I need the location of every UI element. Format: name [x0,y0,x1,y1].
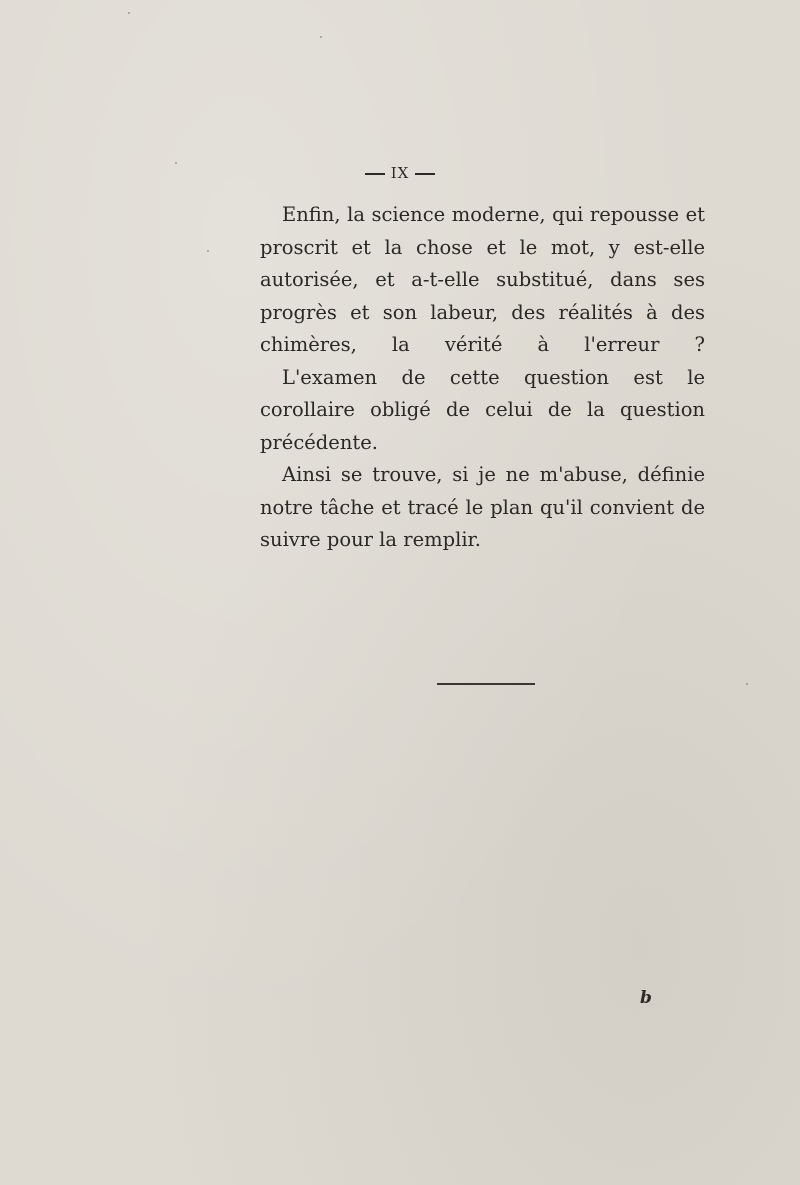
folio-dash-right [415,173,435,175]
paper-speck [175,162,177,164]
page-number-text: IX [390,164,410,182]
paper-speck [128,12,130,14]
folio-dash-left [365,173,385,175]
page-number [0,164,800,182]
paragraph: Ainsi se trouve, si je ne m'abuse, définie notre tâche et tracé le plan qu'il convient de suivre pour la remplir. [260,463,705,551]
paper-speck [320,36,322,38]
paper-speck [746,683,748,685]
signature-mark: b [640,988,652,1008]
section-end-rule [437,683,535,685]
body-text [260,199,705,557]
paper-speck [207,250,209,252]
paragraph: Enfin, la science moderne, qui repousse et proscrit et la chose et le mot, y est-elle autorisée, et a-t-elle substitué, dans ses progrès et son labeur, des réalités à des chimères, la vérité à l'erreur ? [260,203,705,356]
paragraph: L'examen de cette question est le corollaire obligé de celui de la question précédente. [260,365,705,454]
